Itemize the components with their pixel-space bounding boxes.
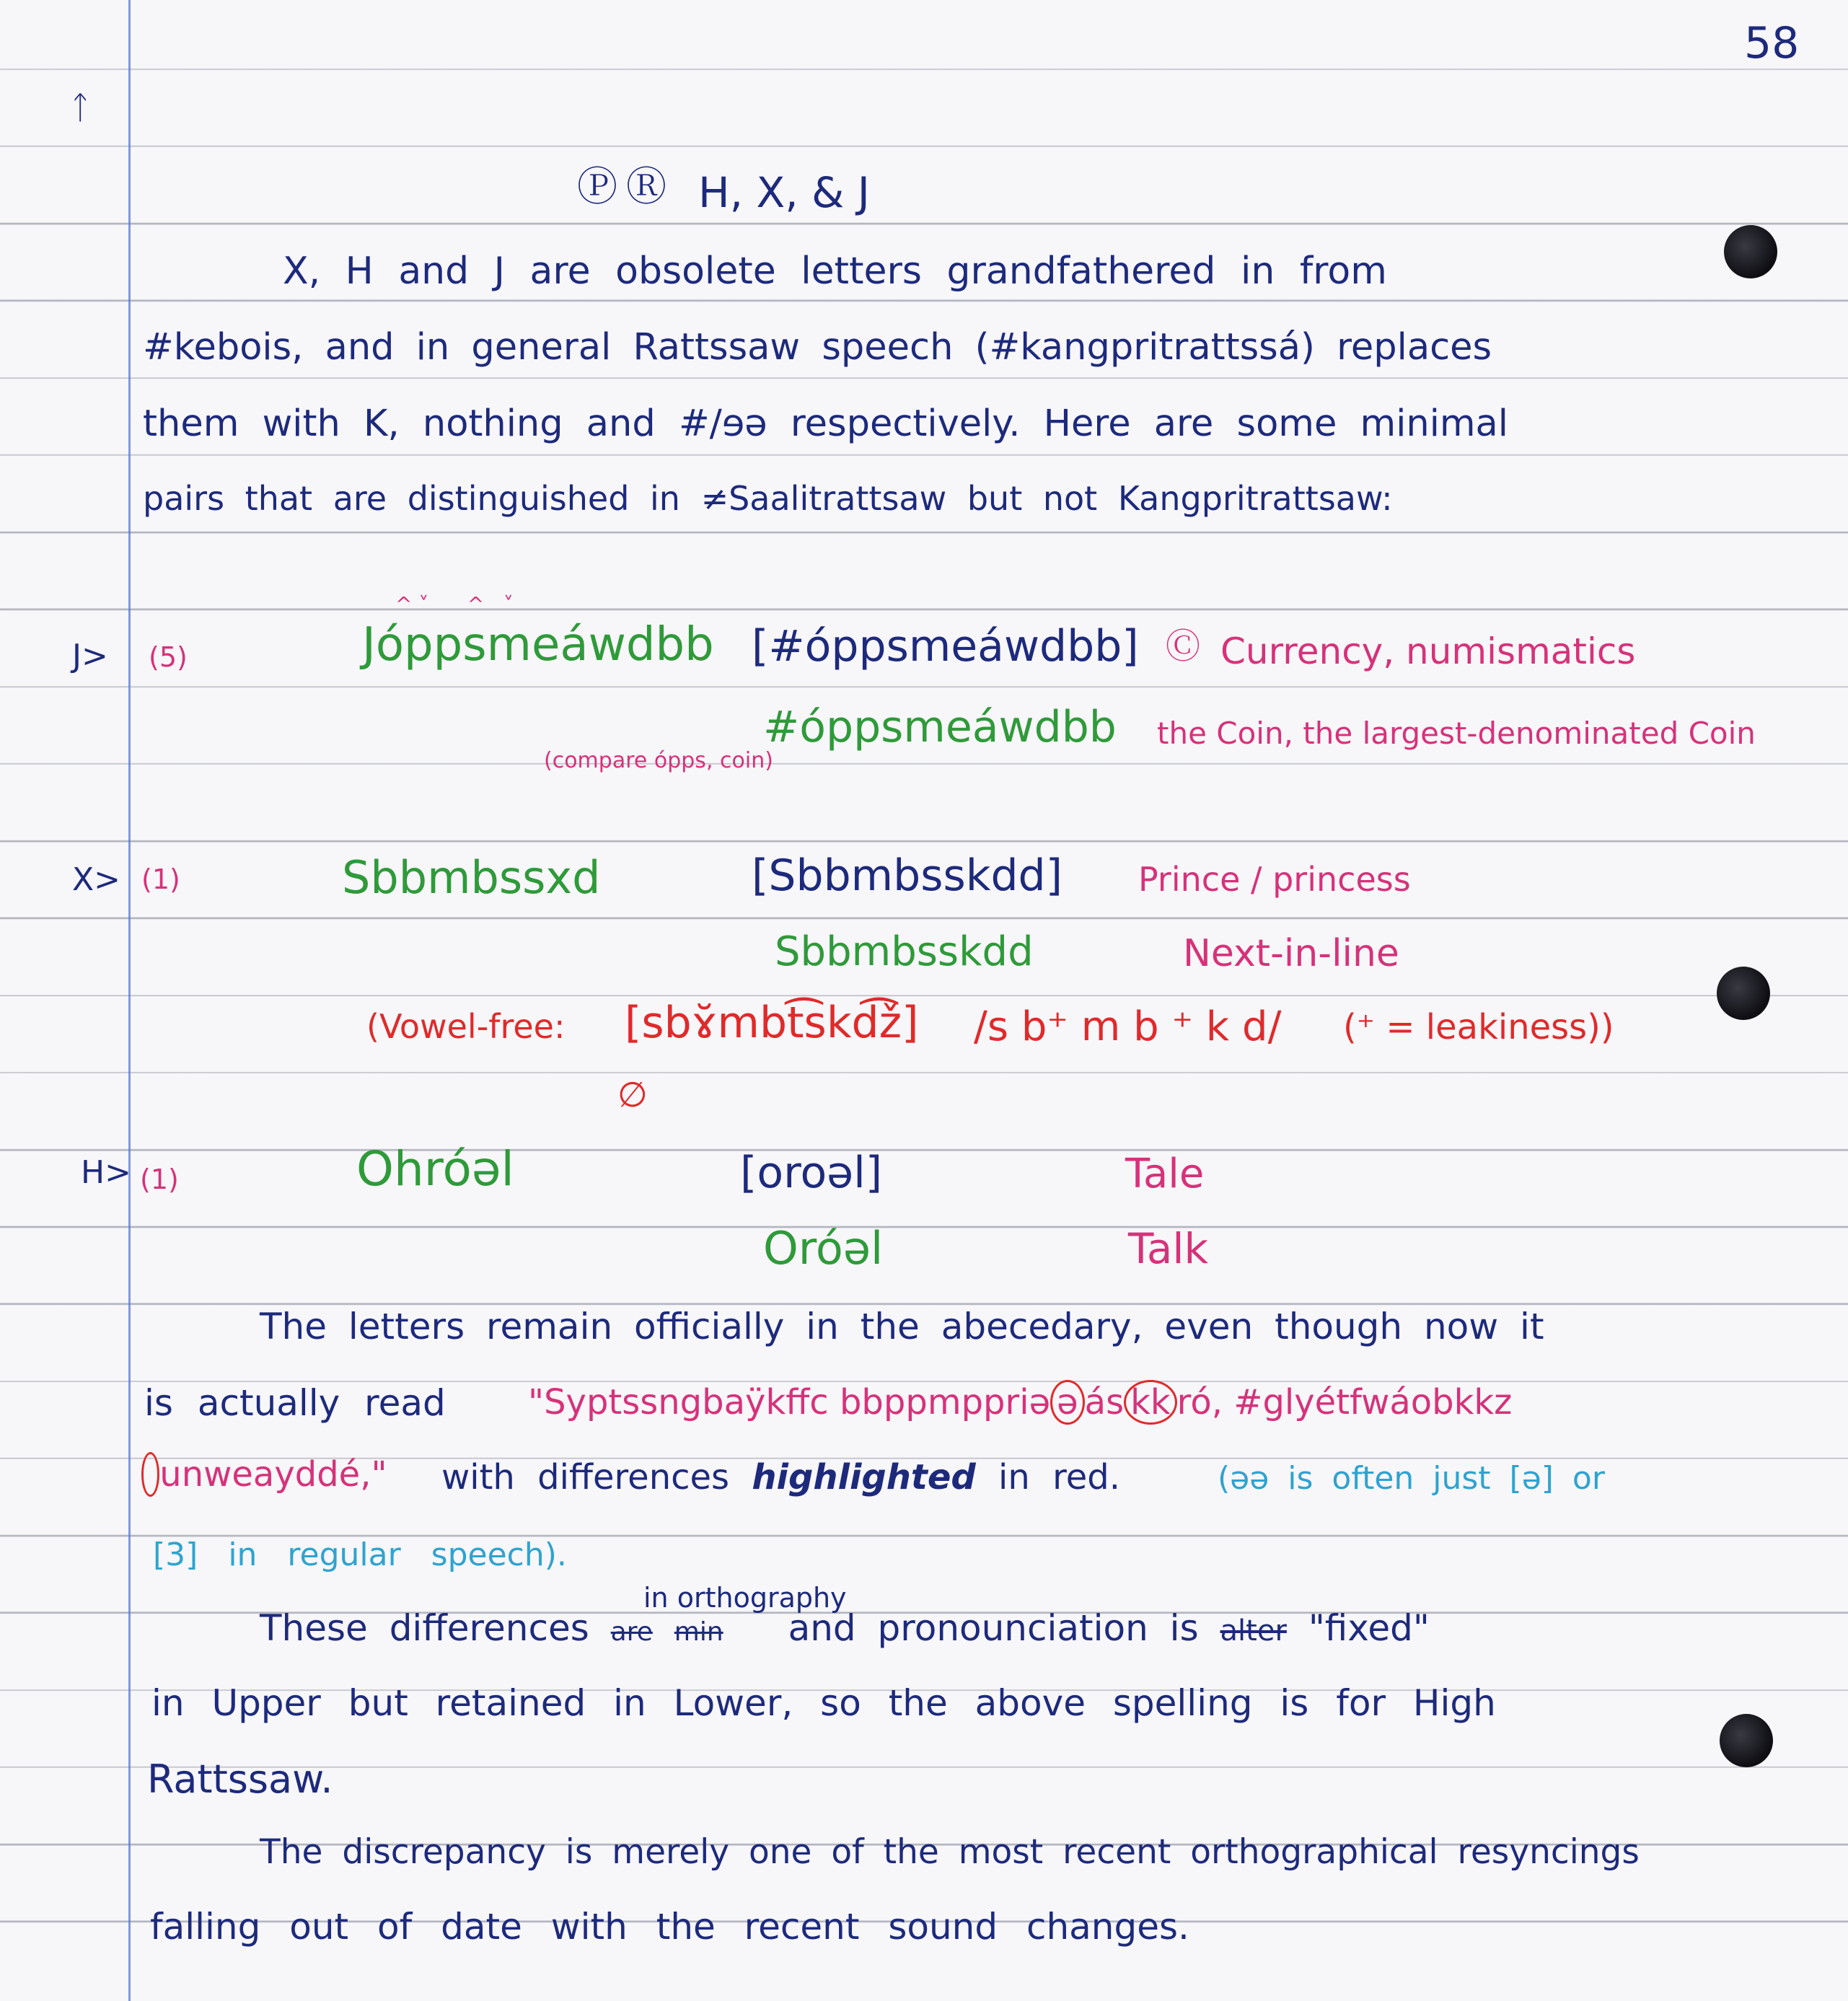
word: Sbbmbssxd <box>342 851 601 904</box>
gloss: Talk <box>1128 1224 1209 1273</box>
word: Jóppsmeáwdbb <box>362 618 714 672</box>
page-number: 58 <box>1744 18 1800 69</box>
vowel-free-legend: (⁺ = leakiness)) <box>1343 1007 1614 1047</box>
entry-marker: X> <box>72 861 121 898</box>
corner-mark: ᛏ <box>71 89 90 126</box>
accent-marks: ^ ˅ ^ ˅ <box>395 592 514 616</box>
paragraph-line: falling out of date with the recent sound changes. <box>150 1906 1189 1948</box>
pronunciation-quote <box>528 1382 1513 1422</box>
paragraph-line: The letters remain officially in the abecedary, even though now it <box>260 1306 1544 1347</box>
vowel-free-phonemic: /s b⁺ m b ⁺ k d/ <box>974 1003 1282 1050</box>
highlighted-difference: ə <box>1050 1380 1085 1425</box>
paragraph-line: in Upper but retained in Lower, so the above spelling is for High <box>151 1682 1496 1724</box>
ipa: [#óppsmeáwdbb] <box>752 621 1139 672</box>
gloss: Prince / princess <box>1138 860 1411 899</box>
gloss: Tale <box>1125 1151 1205 1197</box>
ipa: [Sbbmbsskdd] <box>752 850 1063 901</box>
paragraph-line: The discrepancy is merely one of the most recent orthographical resyncings <box>260 1832 1640 1872</box>
binder-hole <box>1724 225 1777 278</box>
ipa: Sbbmbsskdd <box>775 928 1034 975</box>
entry-marker: H> <box>81 1154 131 1191</box>
aside: (əə is often just [ə] or <box>1218 1460 1605 1497</box>
vowel-free-label: (Vowel-free: <box>366 1007 566 1046</box>
circled-p-icon: Ⓟ <box>577 164 617 211</box>
highlighted-difference <box>141 1452 159 1497</box>
ipa: [oroəl] <box>740 1148 883 1198</box>
quote-part: ró, #glyétfwáobkkz <box>1176 1382 1513 1422</box>
intro-line: them with K, nothing and #/ɘə respectively. Here are some minimal <box>143 403 1508 445</box>
intro-line: #kebois, and in general Rattssaw speech (#kangpritrattssá) replaces <box>143 326 1492 369</box>
intro-line: X, H and J are obsolete letters grandfathered in from <box>283 250 1387 293</box>
paragraph-line: Rattssaw. <box>147 1756 333 1802</box>
paragraph-line: is actually read <box>144 1382 446 1424</box>
struck-word: are <box>610 1617 653 1647</box>
paragraph-line <box>260 1607 1430 1649</box>
ipa: Oróəl <box>763 1222 884 1275</box>
entry-count: (1) <box>141 863 180 895</box>
copyright-icon: Ⓒ <box>1166 626 1201 667</box>
vowel-free-phonetic: [sbɤ̆mbt͡skd͡ž] <box>625 998 919 1048</box>
text-part: in red. <box>998 1457 1120 1498</box>
null-mark: ∅ <box>617 1075 648 1115</box>
paragraph-text <box>441 1457 1120 1498</box>
quote-part: unweayddé," <box>159 1454 387 1495</box>
aside: [3] in regular speech). <box>153 1536 567 1573</box>
text-part: "fixed" <box>1308 1607 1430 1649</box>
quote-part: "Syptssngbaÿkffc bbppmppriə <box>528 1382 1051 1422</box>
title-text: H, X, & J <box>698 168 870 217</box>
gloss: Next-in-line <box>1183 932 1399 975</box>
gloss: Currency, numismatics <box>1220 630 1636 672</box>
highlighted-difference: kk <box>1124 1380 1177 1425</box>
margin-line <box>128 0 131 2001</box>
entry-count: (5) <box>149 641 188 673</box>
struck-word: min <box>674 1617 723 1647</box>
note: (compare ópps, coin) <box>544 748 773 773</box>
word: Ohróəl <box>356 1141 514 1197</box>
gloss: the Coin, the largest-denominated Coin <box>1157 716 1756 751</box>
ipa: #óppsmeáwdbb <box>763 702 1117 752</box>
circled-r-icon: Ⓡ <box>626 164 666 211</box>
entry-marker: J> <box>72 638 108 674</box>
text-part: with differences <box>441 1457 730 1498</box>
text-part: and pronounciation is <box>788 1607 1199 1649</box>
inserted-text: in orthography <box>643 1582 847 1614</box>
quote-continuation <box>141 1454 387 1495</box>
binder-hole <box>1720 1714 1773 1767</box>
quote-part: ás <box>1084 1382 1125 1422</box>
binder-hole <box>1717 967 1770 1020</box>
entry-count: (1) <box>140 1164 179 1195</box>
highlighted-word: highlighted <box>752 1457 976 1498</box>
text-part: These differences <box>260 1607 589 1649</box>
intro-line: pairs that are distinguished in ≠Saalitrattsaw but not Kangpritrattsaw: <box>143 479 1393 518</box>
struck-word: alter <box>1220 1614 1287 1648</box>
